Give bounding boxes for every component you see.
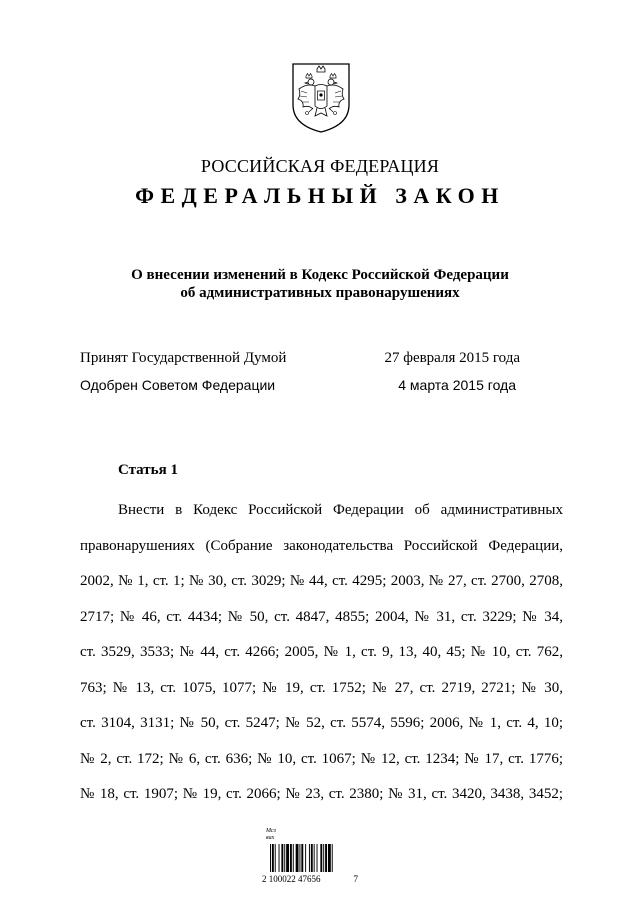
adoption-date: 4 марта 2015 года [398, 377, 516, 393]
barcode-bar [309, 844, 310, 872]
barcode-bar [311, 844, 313, 872]
text-line: Внести в Кодекс Российской Федерации об административных [118, 502, 563, 518]
barcode-bar [286, 844, 289, 872]
barcode-bar [325, 844, 327, 872]
coat-of-arms-emblem [289, 61, 353, 134]
barcode-icon [270, 844, 354, 872]
barcode-digits: 2 100022 47656 [262, 874, 321, 884]
barcode-bar [293, 844, 294, 872]
barcode-bar [301, 844, 303, 872]
barcode-bar [328, 844, 331, 872]
text-line: ст. 3104, 3131; № 50, ст. 5247; № 52, ст. 5574, 5596; 2006, № 1, ст. 4, 10; [80, 715, 563, 731]
barcode-bar [317, 844, 318, 872]
barcode-block [262, 828, 358, 890]
document-type: ФЕДЕРАЛЬНЫЙ ЗАКОН [135, 183, 505, 208]
barcode-bar [332, 844, 333, 872]
law-title [0, 266, 640, 302]
barcode-number [262, 874, 358, 884]
stamp-text: вах [266, 835, 275, 841]
barcode-bar [270, 844, 271, 872]
text-line: 2717; № 46, ст. 4434; № 50, ст. 4847, 4855; 2004, № 31, ст. 3229; № 34, [80, 608, 563, 625]
adoption-label: Одобрен Советом Федерации [80, 377, 276, 393]
barcode-bar [279, 844, 280, 872]
text-line: правонарушениях (Собрание законодательства Российской Федерации, [80, 537, 563, 554]
text-line: 2002, № 1, ст. 1; № 30, ст. 3029; № 44, ст. 4295; 2003, № 27, ст. 2700, 2708, [80, 573, 563, 589]
article-heading: Статья 1 [118, 462, 178, 478]
law-title-line: об административных правонарушениях [180, 285, 460, 301]
adoption-date: 27 февраля 2015 года [384, 350, 520, 366]
text-line: № 18, ст. 1907; № 19, ст. 2066; № 23, ст. 2380; № 31, ст. 3420, 3438, 3452; [80, 786, 563, 802]
country-name: РОССИЙСКАЯ ФЕДЕРАЦИЯ [200, 156, 440, 176]
adoption-row-duma [80, 350, 520, 367]
article-body [80, 493, 563, 813]
barcode-bar [305, 844, 306, 872]
barcode-bar [323, 844, 324, 872]
law-title-line: О внесении изменений в Кодекс Российской Федерации [131, 267, 509, 283]
barcode-bar [299, 844, 300, 872]
adoption-row-council [80, 377, 520, 393]
text-line: № 2, ст. 172; № 6, ст. 636; № 10, ст. 1067; № 12, ст. 1234; № 17, ст. 1776; [80, 750, 563, 767]
barcode-bar [320, 844, 322, 872]
barcode-bar [281, 844, 283, 872]
barcode-bar [290, 844, 292, 872]
barcode-bar [272, 844, 274, 872]
stamp-text: Мсз [266, 828, 276, 834]
barcode-bar [275, 844, 276, 872]
double-headed-eagle-icon [289, 61, 353, 134]
text-line: 763; № 13, ст. 1075, 1077; № 19, ст. 1752; № 27, ст. 2719, 2721; № 30, [80, 679, 563, 696]
barcode-bar [296, 844, 299, 872]
barcode-bar [314, 844, 315, 872]
barcode-check-digit: 7 [353, 874, 358, 884]
handwritten-stamp [266, 828, 276, 842]
barcode-bar [284, 844, 285, 872]
adoption-label: Принят Государственной Думой [80, 350, 287, 366]
text-line: ст. 3529, 3533; № 44, ст. 4266; 2005, № 1, ст. 9, 13, 40, 45; № 10, ст. 762, [80, 644, 563, 660]
